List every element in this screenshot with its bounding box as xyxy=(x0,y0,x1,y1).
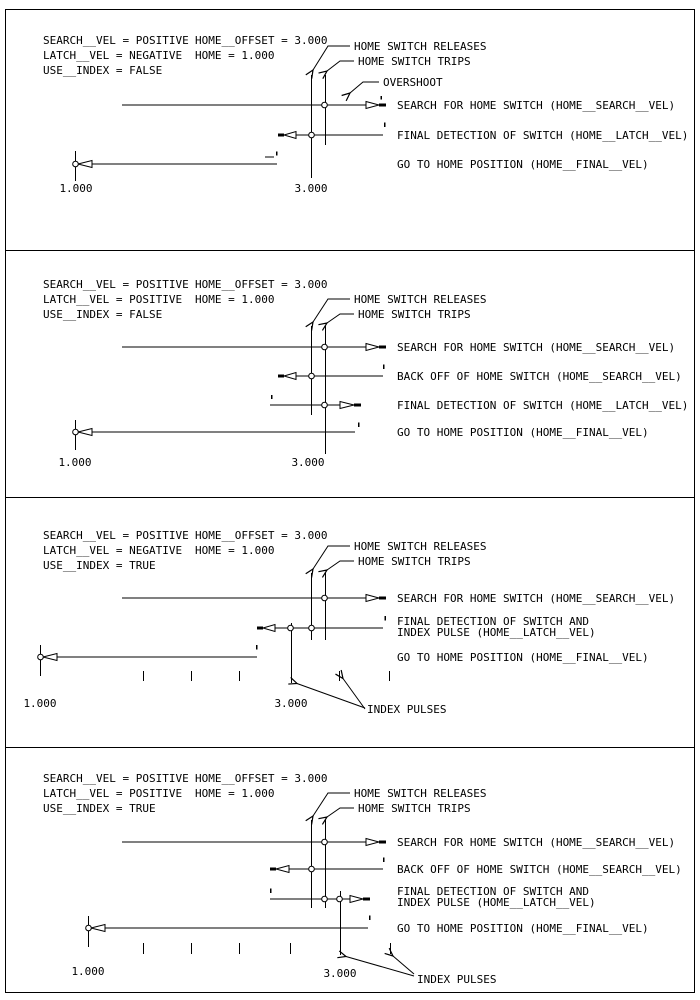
motion-arrow-left-icon xyxy=(284,373,296,380)
motion-arrow-left-icon xyxy=(78,429,92,436)
home-switch-trips-label: HOME SWITCH TRIPS xyxy=(358,308,471,321)
latch-motion-row xyxy=(270,885,596,909)
home-offset-position-label: 3.000 xyxy=(323,967,357,980)
home-switch-releases-label: HOME SWITCH RELEASES xyxy=(354,293,487,306)
home-switch-trips-label: HOME SWITCH TRIPS xyxy=(358,555,471,568)
leader-line xyxy=(350,82,379,93)
home-setting: HOME = 1.000 xyxy=(195,49,275,62)
search-motion-row xyxy=(122,836,675,849)
leader-line xyxy=(313,793,350,816)
search-motion-row xyxy=(122,592,675,605)
index-pulses-label: INDEX PULSES xyxy=(367,703,447,716)
home-point-marker xyxy=(86,925,92,931)
home-offset-position-label: 3.000 xyxy=(291,456,325,469)
home-point-marker xyxy=(38,654,44,660)
config-block xyxy=(43,34,327,77)
leader-line xyxy=(327,808,354,817)
go-home-motion-row xyxy=(73,151,649,181)
latch-step-label: FINAL DETECTION OF SWITCH (HOME__LATCH__VEL) xyxy=(397,399,689,412)
backoff-step-label: BACK OFF OF HOME SWITCH (HOME__SEARCH__VEL) xyxy=(397,863,682,876)
callout-index-pulses xyxy=(346,956,496,986)
latch-vel-setting: LATCH__VEL = POSITIVE xyxy=(43,293,183,306)
motion-arrow-right-icon xyxy=(366,344,379,351)
index-point-marker xyxy=(337,896,343,902)
index-pulse-ticks xyxy=(144,671,390,681)
motion-arrow-left-icon xyxy=(78,161,92,168)
latch-motion-row xyxy=(278,123,688,143)
use-index-setting: USE__INDEX = FALSE xyxy=(43,64,163,77)
home-switch-trips-label: HOME SWITCH TRIPS xyxy=(358,55,471,68)
leader-line xyxy=(313,546,350,569)
home-offset-setting: HOME__OFFSET = 3.000 xyxy=(195,34,328,47)
config-block xyxy=(43,772,327,815)
release-point-marker xyxy=(309,373,315,379)
motion-arrow-right-icon xyxy=(366,839,379,846)
release-point-marker xyxy=(309,625,315,631)
latch-step-label-line1: FINAL DETECTION OF SWITCH AND xyxy=(397,885,590,898)
config-block xyxy=(43,529,327,572)
callout-overshoot xyxy=(350,76,443,93)
go-home-motion-row xyxy=(86,916,649,948)
home-switch-releases-label: HOME SWITCH RELEASES xyxy=(354,540,487,553)
home-setting: HOME = 1.000 xyxy=(195,787,275,800)
motion-arrow-right-icon xyxy=(366,102,379,109)
latch-motion-row xyxy=(257,615,596,639)
panel-3 xyxy=(23,529,675,716)
leader-line xyxy=(327,61,354,71)
callout-trips xyxy=(327,308,471,323)
home-offset-position-label: 3.000 xyxy=(274,697,308,710)
home-position-label: 1.000 xyxy=(71,965,105,978)
final-step-label: GO TO HOME POSITION (HOME__FINAL__VEL) xyxy=(397,426,649,439)
latch-vel-setting: LATCH__VEL = POSITIVE xyxy=(43,787,183,800)
home-setting: HOME = 1.000 xyxy=(195,544,275,557)
home-switch-releases-label: HOME SWITCH RELEASES xyxy=(354,787,487,800)
motion-arrow-left-icon xyxy=(263,625,275,632)
search-step-label: SEARCH FOR HOME SWITCH (HOME__SEARCH__VEL) xyxy=(397,592,676,605)
home-point-marker xyxy=(73,161,79,167)
home-setting: HOME = 1.000 xyxy=(195,293,275,306)
trip-point-marker xyxy=(322,102,328,108)
trip-point-marker xyxy=(322,402,328,408)
use-index-setting: USE__INDEX = FALSE xyxy=(43,308,163,321)
home-point-marker xyxy=(73,429,79,435)
latch-step-label-line1: FINAL DETECTION OF SWITCH AND xyxy=(397,615,590,628)
search-step-label: SEARCH FOR HOME SWITCH (HOME__SEARCH__VEL) xyxy=(397,99,676,112)
home-offset-setting: HOME__OFFSET = 3.000 xyxy=(195,772,328,785)
search-vel-setting: SEARCH__VEL = POSITIVE xyxy=(43,34,189,47)
leader-line xyxy=(313,46,350,70)
backoff-step-label: BACK OFF OF HOME SWITCH (HOME__SEARCH__VEL) xyxy=(397,370,682,383)
backoff-motion-row xyxy=(278,365,682,384)
search-vel-setting: SEARCH__VEL = POSITIVE xyxy=(43,529,189,542)
latch-motion-row xyxy=(270,395,688,412)
trip-point-marker xyxy=(322,344,328,350)
home-position-label: 1.000 xyxy=(58,456,92,469)
use-index-setting: USE__INDEX = TRUE xyxy=(43,802,156,815)
final-step-label: GO TO HOME POSITION (HOME__FINAL__VEL) xyxy=(397,158,649,171)
trip-point-marker xyxy=(322,839,328,845)
leader-line xyxy=(313,299,350,322)
leader-line xyxy=(327,561,354,570)
config-block xyxy=(43,278,327,321)
motion-arrow-left-icon xyxy=(284,132,296,139)
home-switch-releases-label: HOME SWITCH RELEASES xyxy=(354,40,487,53)
callout-trips xyxy=(327,555,471,570)
motion-arrow-right-icon xyxy=(340,402,354,409)
index-pulse-ticks xyxy=(144,943,391,954)
home-position-label: 1.000 xyxy=(59,182,93,195)
latch-step-label-line2: INDEX PULSE (HOME__LATCH__VEL) xyxy=(397,896,596,909)
release-point-marker xyxy=(309,866,315,872)
trip-point-marker xyxy=(322,595,328,601)
home-switch-trips-label: HOME SWITCH TRIPS xyxy=(358,802,471,815)
home-offset-position-label: 3.000 xyxy=(294,182,328,195)
search-motion-row xyxy=(122,341,675,354)
overshoot-label: OVERSHOOT xyxy=(383,76,443,89)
index-pulses-label: INDEX PULSES xyxy=(417,973,497,986)
callout-index-pulses xyxy=(297,679,446,717)
home-offset-setting: HOME__OFFSET = 3.000 xyxy=(195,278,328,291)
use-index-setting: USE__INDEX = TRUE xyxy=(43,559,156,572)
panel-4 xyxy=(43,772,682,986)
go-home-motion-row xyxy=(73,420,649,450)
search-vel-setting: SEARCH__VEL = POSITIVE xyxy=(43,278,189,291)
leader-line xyxy=(327,314,354,323)
final-step-label: GO TO HOME POSITION (HOME__FINAL__VEL) xyxy=(397,651,649,664)
latch-vel-setting: LATCH__VEL = NEGATIVE xyxy=(43,49,183,62)
motion-arrow-left-icon xyxy=(276,866,289,873)
go-home-motion-row xyxy=(38,645,649,676)
index-point-marker xyxy=(288,625,294,631)
panel-1 xyxy=(43,34,688,195)
callout-trips xyxy=(327,55,471,71)
search-vel-setting: SEARCH__VEL = POSITIVE xyxy=(43,772,189,785)
latch-vel-setting: LATCH__VEL = NEGATIVE xyxy=(43,544,183,557)
motion-arrow-left-icon xyxy=(91,925,105,932)
search-step-label: SEARCH FOR HOME SWITCH (HOME__SEARCH__VEL) xyxy=(397,836,676,849)
motion-arrow-left-icon xyxy=(43,654,57,661)
search-step-label: SEARCH FOR HOME SWITCH (HOME__SEARCH__VEL) xyxy=(397,341,676,354)
latch-step-label: FINAL DETECTION OF SWITCH (HOME__LATCH__VEL) xyxy=(397,129,689,142)
trip-point-marker xyxy=(322,896,328,902)
motion-arrow-right-icon xyxy=(366,595,379,602)
callout-trips xyxy=(327,802,471,817)
home-position-label: 1.000 xyxy=(23,697,57,710)
release-point-marker xyxy=(309,132,315,138)
search-motion-row xyxy=(122,96,675,112)
latch-step-label-line2: INDEX PULSE (HOME__LATCH__VEL) xyxy=(397,626,596,639)
home-offset-setting: HOME__OFFSET = 3.000 xyxy=(195,529,328,542)
backoff-motion-row xyxy=(270,858,682,877)
panel-2 xyxy=(43,278,688,469)
final-step-label: GO TO HOME POSITION (HOME__FINAL__VEL) xyxy=(397,922,649,935)
motion-arrow-right-icon xyxy=(350,896,363,903)
